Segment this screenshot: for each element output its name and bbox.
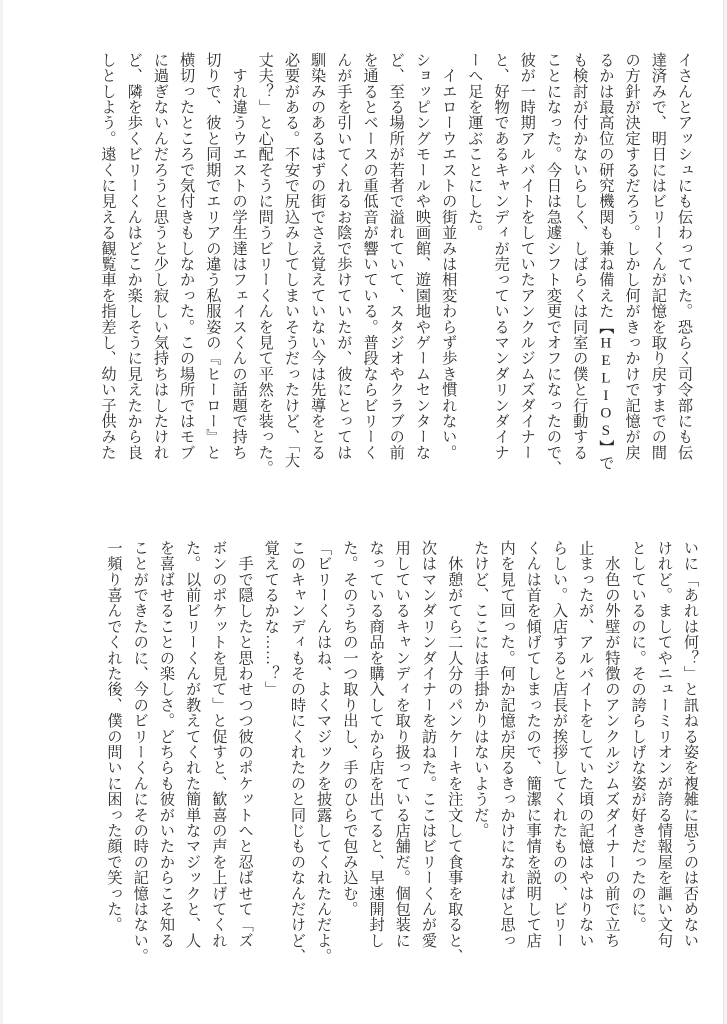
lower-text-block-columns: [100, 540, 703, 964]
text-column: 一頻り喜んでくれた後、僕の問いに困った顔で笑った。: [105, 540, 123, 933]
text-column: 丈夫？」と心配そうに問うビリーくんを見て平然を装った。: [256, 52, 274, 476]
text-column: 馴染みのあるはずの街でさえ覚えていない今は先導をとる: [309, 52, 327, 461]
text-column: るかは最高位の研究機関も兼ね備えた【HELIOS】で: [597, 52, 615, 472]
text-column: 必要がある。不安で尻込みしてしまいそうだったけど、「大: [282, 52, 300, 469]
text-column: を通るとベースの重低音が響いている。普段ならビリーく: [361, 52, 379, 461]
text-column: た。以前ビリーくんが教えてくれた簡単なマジックと、人: [184, 540, 202, 949]
text-column: ショッピングモールや映画館、遊園地やゲームセンターな: [413, 52, 431, 461]
text-column: けれど。ましてやニューミリオンが誇る情報屋を謳い文句: [655, 540, 673, 949]
text-column: 覚えてるかな……？」: [262, 540, 280, 697]
text-column: んが手を引いてくれるお陰で歩けていたが、彼にとっては: [335, 52, 353, 461]
text-column: なっている商品を購入してから店を出てると、早速開封し: [367, 540, 385, 949]
text-column: ど、至る場所が若者で溢れていて、スタジオやクラブの前: [387, 52, 405, 461]
text-column: ど、隣を歩くビリーくんはどこか楽しそうに見えたから良: [125, 52, 143, 461]
lower-text-block: [100, 540, 703, 992]
text-column: らしい。入店すると店長が挨拶してくれたものの、ビリー: [550, 540, 568, 949]
upper-text-block-columns: [94, 52, 697, 476]
text-column: くんは首を傾げてしまったので、簡潔に事情を説明して店: [524, 540, 542, 949]
text-column: と、好物であるキャンディが売っているマンダリンダイナ: [492, 52, 510, 461]
text-column: 止まったが、アルバイトをしていた頃の記憶はやはりない: [577, 540, 595, 949]
text-column: 水色の外壁が特徴のアンクルジムズダイナーの前で立ち: [603, 540, 621, 949]
text-column: の方針が決定するだろう。しかし何がきっかけで記憶が戻: [623, 52, 641, 461]
text-column: 達済みで、明日にはビリーくんが記憶を取り戻すまでの間: [649, 52, 667, 461]
text-column: た。そのうちの一つ取り出し、手のひらで包み込む。: [341, 540, 359, 917]
text-column: 切りで、彼と同期でエリアの違う私服姿の『ヒーロー』と: [204, 52, 222, 461]
text-column: ボンのポケットを見て」と促すと、歓喜の声を上げてくれ: [210, 540, 228, 949]
page-left-edge-strip: [0, 0, 3, 1024]
text-column: 内を見て回った。何か記憶が戻るきっかけになればと思っ: [498, 540, 516, 949]
text-column: ことになった。今日は急遽シフト変更でオフになったので、: [544, 52, 562, 476]
text-column: イエローウエストの街並みは相変わらず歩き慣れない。: [440, 52, 458, 461]
text-column: 手で隠したと思わせつつ彼のポケットへと忍ばせて「ズ: [236, 540, 254, 949]
text-column: に過ぎないんだろうと思うと少し寂しい気持ちはしたけれ: [151, 52, 169, 461]
text-column: すれ違うウエストの学生達はフェイスくんの話題で持ち: [230, 52, 248, 461]
text-column: たけど、ここには手掛かりはないようだ。: [472, 540, 490, 839]
text-column: ことができたのに、今のビリーくんにその時の記憶はない。: [131, 540, 149, 964]
text-column: ーへ足を運ぶことにした。: [466, 52, 484, 241]
text-column: 休憩がてら二人分のパンケーキを注文して食事を取ると、: [446, 540, 464, 964]
text-column: しとしよう。遠くに見える観覧車を指差し、幼い子供みた: [99, 52, 117, 461]
upper-text-block: [94, 52, 697, 514]
text-column: 用しているキャンディを取り扱っている店舗だ。個包装に: [393, 540, 411, 949]
text-column: も検討が付かないらしく、しばらくは同室の僕と行動する: [571, 52, 589, 461]
text-column: このキャンディもその時にくれたのと同じものなんだけど、: [288, 540, 306, 964]
latin-run: HELIOS: [597, 334, 615, 440]
text-column: を喜ばせることの楽しさ。どちらも彼がいたからこそ知る: [157, 540, 175, 949]
text-column: イさんとアッシュにも伝わっていた。恐らく司令部にも伝: [676, 52, 693, 461]
page-right-edge-strip: [723, 0, 727, 1024]
text-column: としているのに。その誇らしげな姿が好きだったのに。: [629, 540, 647, 933]
text-column: いに「あれは何？」と訊ねる姿を複雑に思うのは否めない: [682, 540, 699, 949]
text-column: 次はマンダリンダイナーを訪ねた。ここはビリーくんが愛: [419, 540, 437, 949]
text-column: 横切ったところで気付きもしなかった。この場所ではモブ: [178, 52, 196, 461]
text-column: 「ビリーくんはね、よくマジックを披露してくれたんだよ。: [315, 540, 333, 964]
text-column: 彼が一時期アルバイトをしていたアンクルジムズダイナー: [518, 52, 536, 461]
